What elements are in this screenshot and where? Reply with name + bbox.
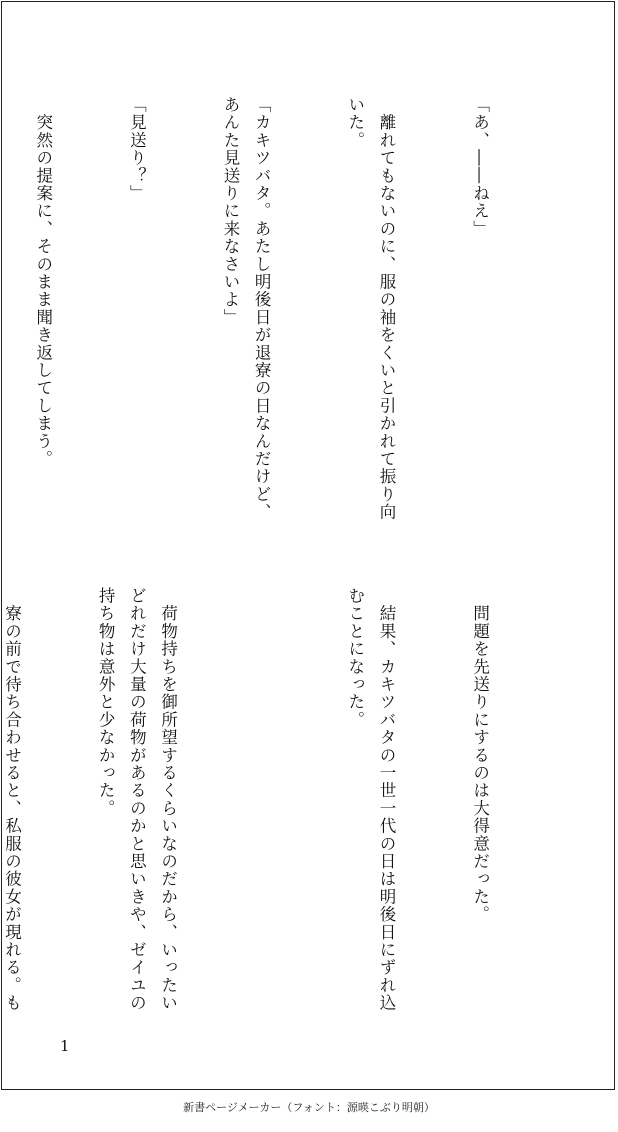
paragraph: 突然の提案に、そのまま聞き返してしまう。 — [33, 96, 53, 468]
upper-text-block — [33, 96, 558, 536]
paragraph: 「あ、――ねえ」 — [470, 96, 490, 238]
lower-text-block — [2, 587, 558, 1027]
blank-line — [246, 587, 277, 1027]
paragraph: 寮の前で待ち合わせると、私服の彼女が現れる。も — [2, 604, 22, 1012]
paragraph: 荷物持ちを御所望するくらいなのだから、いったいどれだけ大量の荷物があるのかと思いきや、ゼイユの持ち物は意外と少なかった。 — [96, 587, 178, 1012]
footer-credit: 新書ページメーカー（フォント：源暎こぶり明朝） — [183, 1101, 435, 1114]
paragraph: 結果、カキツバタの一世一代の日は明後日にずれ込むことになった。 — [345, 587, 396, 1012]
page-frame — [1, 1, 615, 1090]
paragraph: 「見送り？」 — [127, 96, 147, 203]
paragraph: 離れてもないのに、服の袖をくいと引かれて振り向いた。 — [345, 96, 396, 521]
page-number: 1 — [60, 1037, 70, 1055]
paragraph: 「カキツバタ。あたし明後日が退寮の日なんだけど、あんた見送りに来なさいよ」 — [220, 96, 272, 521]
paragraph: 問題を先送りにするのは大得意だった。 — [470, 587, 490, 924]
